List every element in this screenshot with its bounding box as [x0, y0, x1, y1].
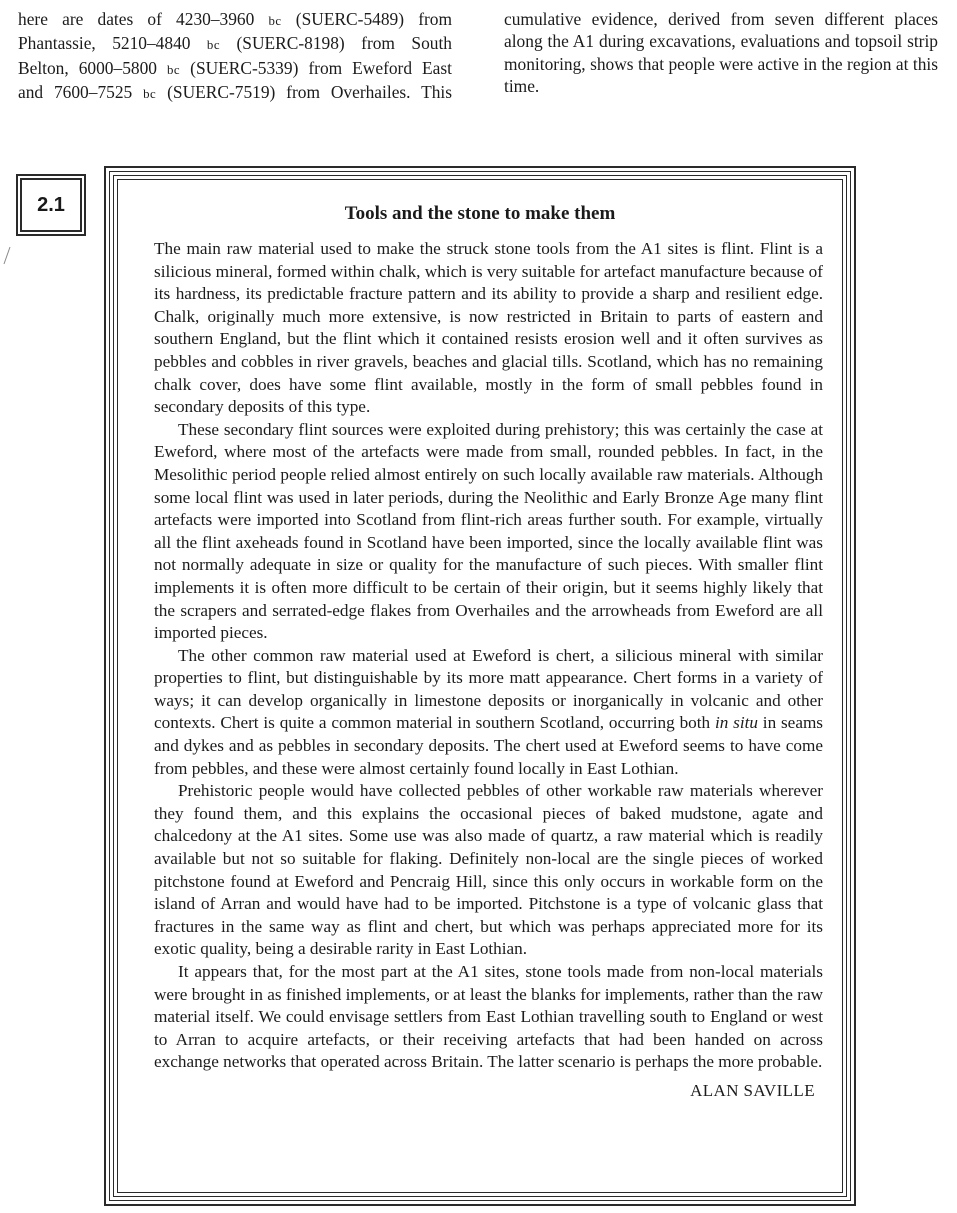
- author-name: ALAN SAVILLE: [690, 1080, 815, 1100]
- paragraph-1: The main raw material used to make the struck stone tools from the A1 sites is flint. Flint is a silicious mineral, formed within chalk, which is very suitable for artefact manufacture because of its hardness, its predictable fracture pattern and its ability to provide a sharp and resilient edge. Chalk, originally much more extensive, is now restricted in Britain to parts of eastern and southern England, but the flint which it contained resists erosion well and it often survives as pebbles and cobbles in river gravels, beaches and glacial tills. Scotland, which has no remaining chalk cover, does have some flint available, mostly in the form of small pebbles found in secondary deposits of this type.: [154, 239, 823, 417]
- box-number: 2.1: [20, 178, 82, 232]
- left-column-text: [18, 8, 452, 106]
- box-title: Tools and the stone to make them: [344, 203, 616, 224]
- paragraph-4: Prehistoric people would have collected pebbles of other workable raw materials wherever they found them, and this explains the occasional pieces of baked mudstone, agate and chalcedony at the A1 sites. Some use was also made of quartz, a raw material which is readily available but not so suitable for flaking. Definitely non-local are the single pieces of worked pitchstone found at Eweford and Pencraig Hill, since this only occurs in workable form on the island of Arran and would have had to be imported. Pitchstone is a type of volcanic glass that fractures in the same way as flint and chert, but which was perhaps appreciated more for its exotic quality, being a desirable rarity in East Lothian.: [154, 781, 823, 959]
- left-line-3: Belton, 6000–5800 bc (SUERC-5339) from Eweford East: [18, 57, 452, 78]
- left-line-4: and 7600–7525 bc (SUERC-7519) from Overhailes. This: [18, 82, 452, 103]
- right-column-text: cumulative evidence, derived from seven different places along the A1 during excavations, evaluations and topsoil strip monitoring, shows that people were active in the region at this time.: [504, 9, 938, 97]
- pencil-stroke-mark: [2, 246, 12, 266]
- box-number-tab: [16, 174, 86, 236]
- paragraph-5: It appears that, for the most part at the A1 sites, stone tools made from non-local materials were brought in as finished implements, or at least the blanks for implements, rather than the raw material itself. We could envisage settlers from East Lothian travelling south to England or west to Arran to acquire artefacts, or their receiving artefacts that had been handed on across exchange networks that operated across Britain. The latter scenario is perhaps the more probable.: [154, 962, 823, 1072]
- feature-box: [104, 166, 856, 1206]
- left-line-1: here are dates of 4230–3960 bc (SUERC-5489) from: [18, 9, 452, 29]
- paragraph-2: These secondary flint sources were exploited during prehistory; this was certainly the case at Eweford, where most of the artefacts were made from small, rounded pebbles. In fact, in the Mesolithic period people relied almost entirely on such locally available raw materials. Although some local flint was used in later periods, during the Neolithic and Early Bronze Age many flint artefacts were imported into Scotland from flint-rich areas further south. For example, virtually all the flint axeheads found in Scotland have been imported, since the locally available flint was not normally adequate in size or quality for the manufacture of such pieces. With smaller flint implements it is often more difficult to be certain of their origin, but it seems highly likely that the scrapers and serrated-edge flakes from Overhailes and the arrowheads from Eweford are all imported pieces.: [154, 419, 823, 643]
- paragraph-3: The other common raw material used at Eweford is chert, a silicious mineral with similar properties to flint, but distinguishable by its more matt appearance. Chert forms in a variety of ways; it can develop organically in limestone deposits or inorganically in volcanic and other contexts. Chert is quite a common material in southern Scotland, occurring both in situ in seams and dykes and as pebbles in secondary deposits. The chert used at Eweford seems to have come from pebbles, and these were almost certainly found locally in East Lothian.: [154, 645, 824, 778]
- italic-in-situ: in situ: [714, 713, 758, 733]
- box-body: [154, 238, 823, 1103]
- left-line-2: Phantassie, 5210–4840 bc (SUERC-8198) from South: [18, 33, 452, 54]
